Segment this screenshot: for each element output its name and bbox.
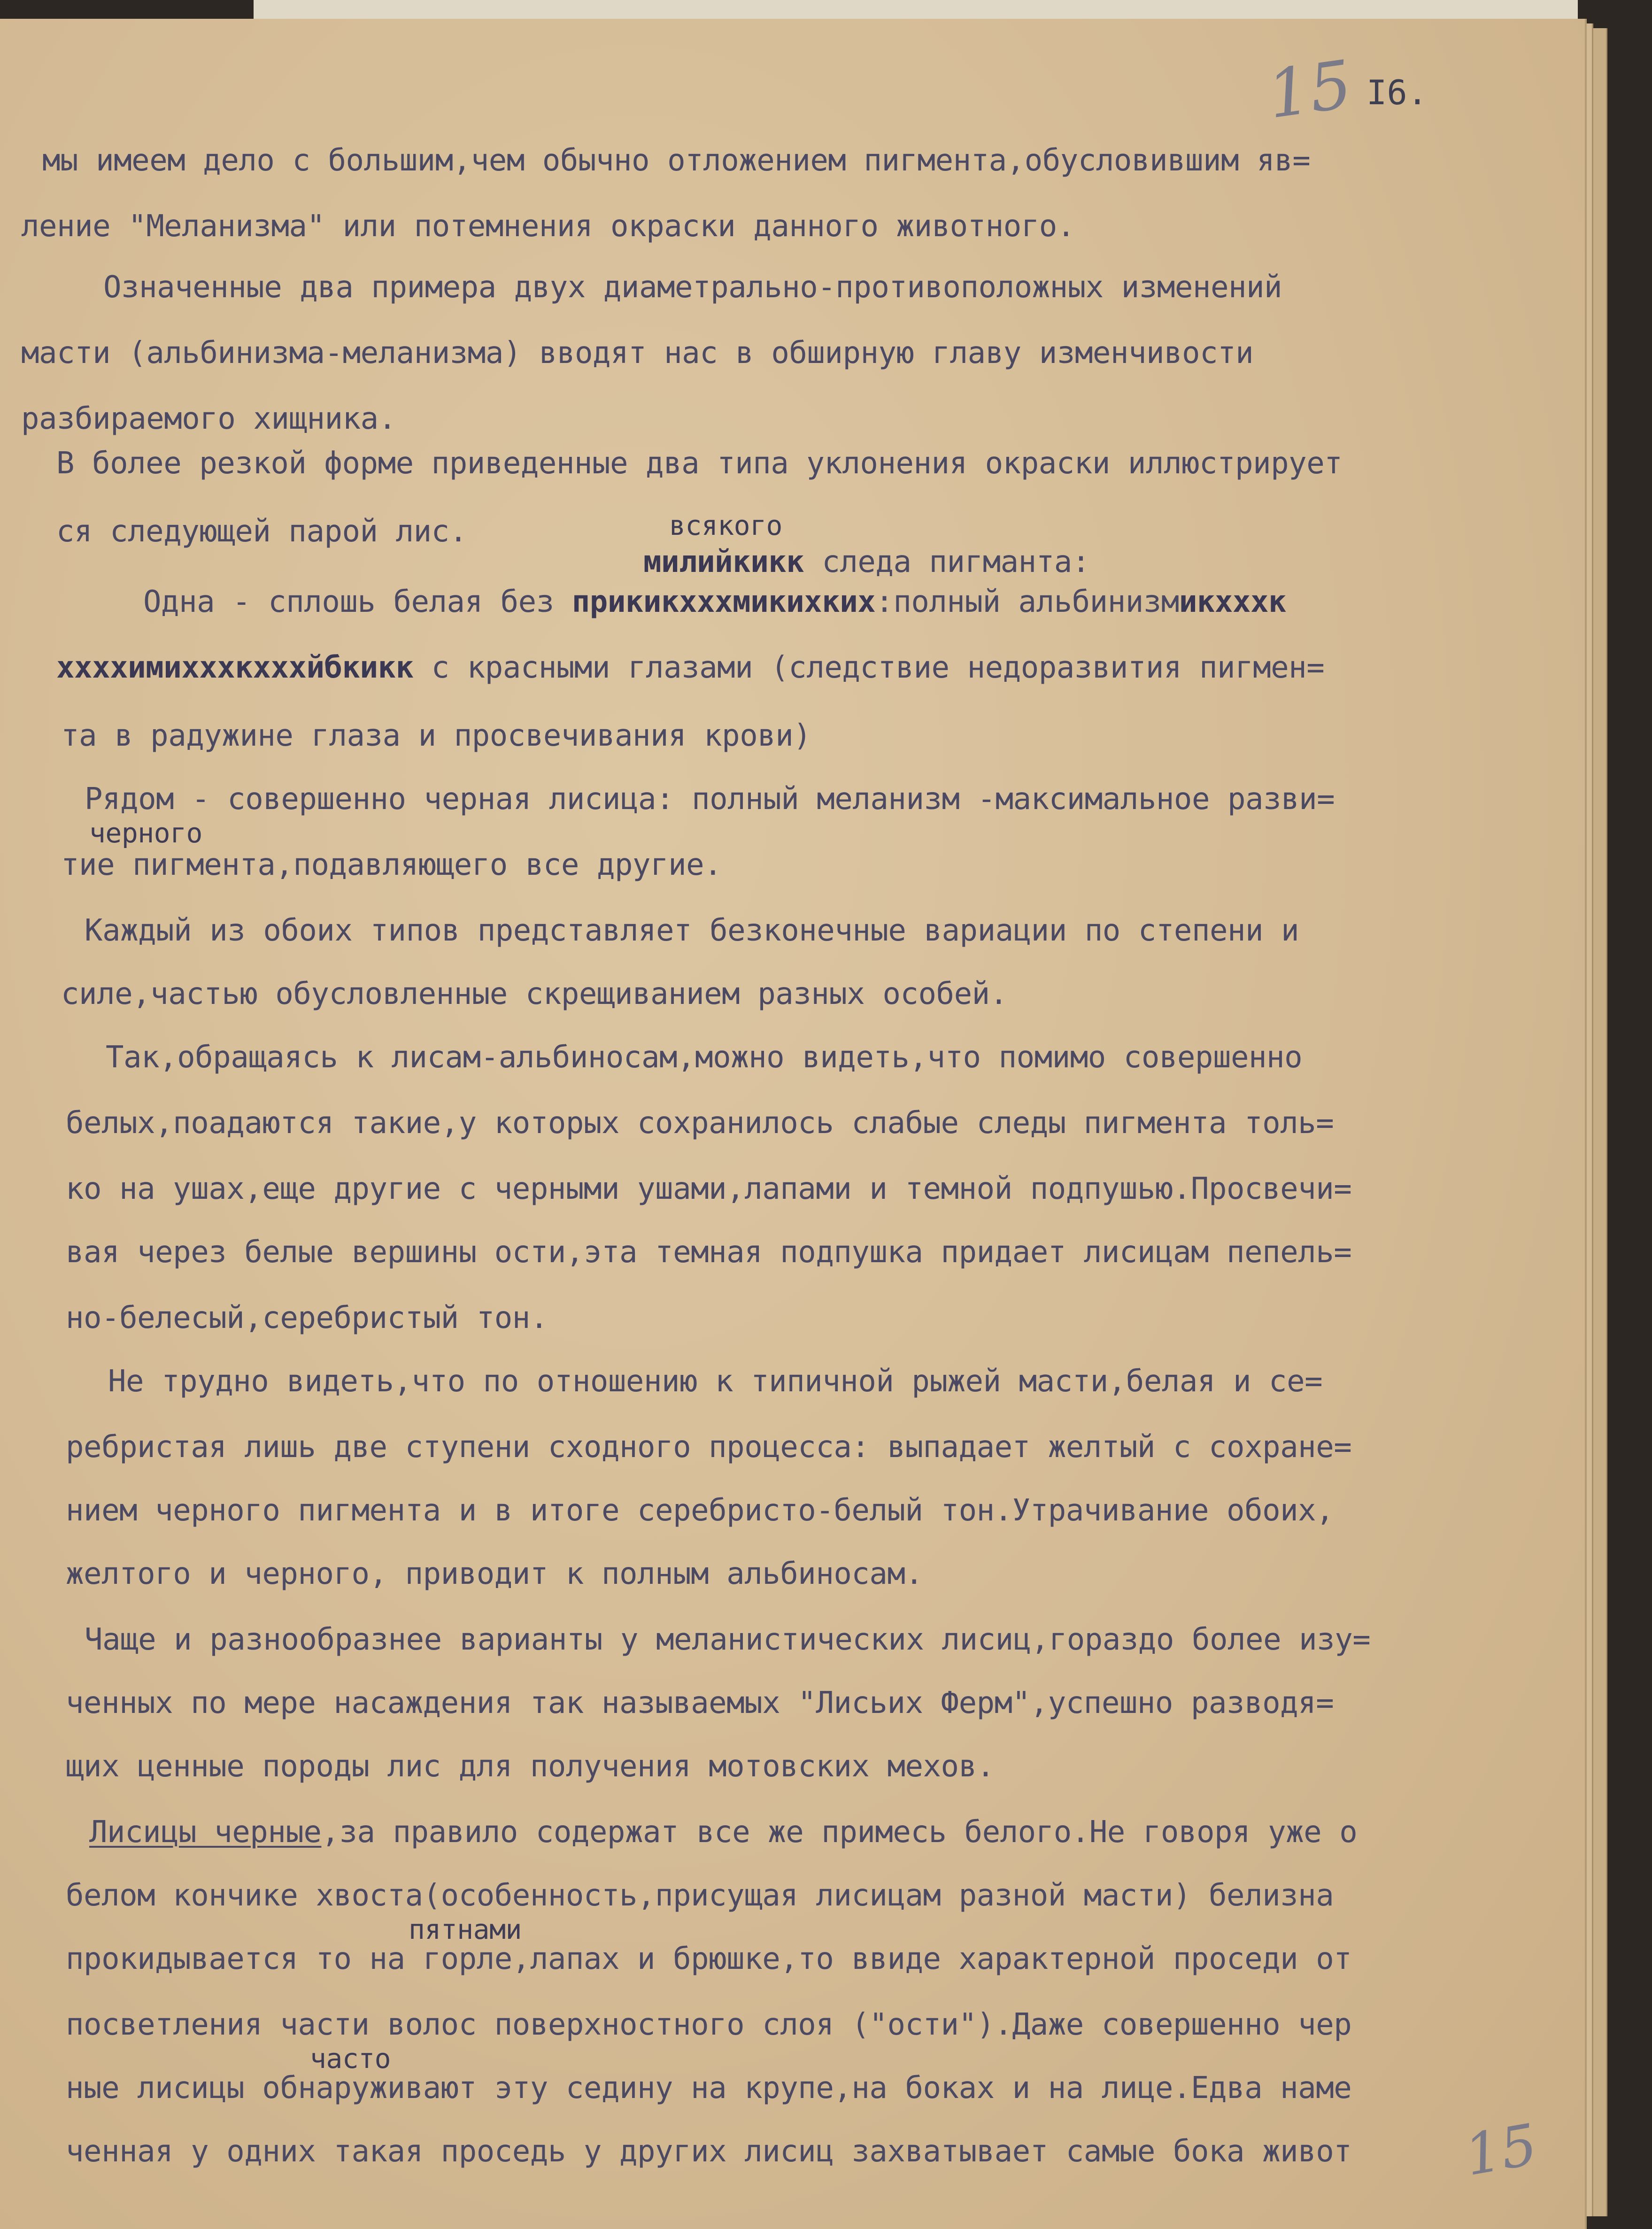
text-line: Каждый из обоих типов представляет безконечные вариации по степени и: [85, 913, 1299, 948]
text-line: Рядом - совершенно черная лисица: полный меланизм -максимальное разви=: [85, 782, 1335, 817]
text-line: щих ценные породы лис для получения мотовских мехов.: [66, 1749, 995, 1784]
text-line: ные лисицы обнаруживают эту седину на крупе,на боках и на лице.Едва наме: [66, 2071, 1352, 2106]
struck-out-text: милийкикк: [643, 545, 804, 579]
struck-out-text: прикикхххмикихких: [571, 585, 876, 619]
text-line: ление "Меланизма" или потемнения окраски данного животного.: [21, 209, 1075, 244]
text-line: ченных по мере насаждения так называемых "Лисьих Ферм",успешно разводя=: [66, 1686, 1334, 1720]
text-line: ребристая лишь две ступени сходного процесса: выпадает желтый с сохране=: [66, 1430, 1352, 1465]
typed-page-number: I6.: [1366, 73, 1428, 112]
text-line: ся следующей парой лис.: [56, 514, 467, 549]
text-line: та в радужине глаза и просвечивания крови): [61, 718, 811, 753]
text-line: прокидывается то на горле,лапах и брюшке,то ввиде характерной проседи от: [66, 1942, 1352, 1976]
text-line: [56, 650, 1325, 685]
text-line: Чаще и разнообразнее варианты у меланистических лисиц,гораздо более изу=: [85, 1622, 1371, 1657]
text-line: ченная у одних такая проседь у других лисиц захватывает самые бока живот: [66, 2134, 1352, 2169]
struck-out-text: ххххимихххкхххйбкикк: [56, 650, 414, 685]
text-line: вая через белые вершины ости,эта темная подпушка придает лисицам пепель=: [66, 1235, 1352, 1270]
text-line: силе,частью обусловленные скрещиванием разных особей.: [61, 977, 1008, 1011]
handwritten-page-number: 15: [1263, 46, 1357, 134]
text-line: Означенные два примера двух диаметрально-противоположных изменений: [103, 270, 1282, 305]
text-line: но-белесый,серебристый тон.: [66, 1301, 548, 1335]
text-line: белых,поадаются такие,у которых сохранилось слабые следы пигмента толь=: [66, 1106, 1334, 1141]
text-line: [89, 1815, 1358, 1850]
line-fragment: :полный альбинизм: [875, 585, 1179, 619]
text-line: разбираемого хищника.: [21, 401, 396, 436]
text-line: [143, 587, 1286, 617]
line-fragment: Одна - сплошь белая без: [143, 585, 572, 619]
line-fragment: следа пигманта:: [804, 545, 1090, 579]
text-line: [643, 547, 1090, 577]
text-line: ко на ушах,еще другие с черными ушами,лапами и темной подпушью.Просвечи=: [66, 1172, 1352, 1206]
text-line: тие пигмента,подавляющего все другие.: [61, 848, 722, 882]
line-fragment: ,за правило содержат все же примесь белого.Не говоря уже о: [321, 1815, 1358, 1850]
handtyped-insertion: пятнами: [409, 1913, 522, 1945]
text-line: масти (альбинизма-меланизма) вводят нас в обширную главу изменчивости: [21, 336, 1254, 370]
underlined-text: Лисицы черные: [89, 1815, 322, 1850]
text-line: Не трудно видеть,что по отношению к типичной рыжей масти,белая и се=: [108, 1364, 1323, 1399]
handtyped-insertion: черного: [89, 817, 202, 849]
text-line: белом кончике хвоста(особенность,присущая лисицам разной масти) белизна: [66, 1878, 1334, 1913]
handtyped-insertion: часто: [310, 2043, 391, 2075]
text-line: нием черного пигмента и в итоге серебристо-белый тон.Утрачивание обоих,: [66, 1493, 1334, 1528]
typewritten-page: [0, 19, 1587, 2229]
text-line: В более резкой форме приведенные два типа уклонения окраски иллюстрирует: [56, 446, 1343, 481]
text-line: желтого и черного, приводит к полным альбиносам.: [66, 1557, 923, 1591]
text-line: мы имеем дело с большим,чем обычно отложением пигмента,обусловившим яв=: [42, 143, 1311, 178]
handtyped-insertion: всякого: [669, 509, 782, 541]
struck-out-text: икхххк: [1179, 585, 1286, 619]
handwritten-page-number-bottom: 15: [1460, 2112, 1542, 2189]
text-line: посветления части волос поверхностного слоя ("ости").Даже совершенно чер: [66, 2007, 1352, 2042]
line-fragment: с красными глазами (следствие недоразвития пигмен=: [413, 650, 1325, 685]
top-page-strip: [254, 0, 1578, 19]
text-line: Так,обращаясь к лисам-альбиносам,можно видеть,что помимо совершенно: [106, 1040, 1303, 1075]
